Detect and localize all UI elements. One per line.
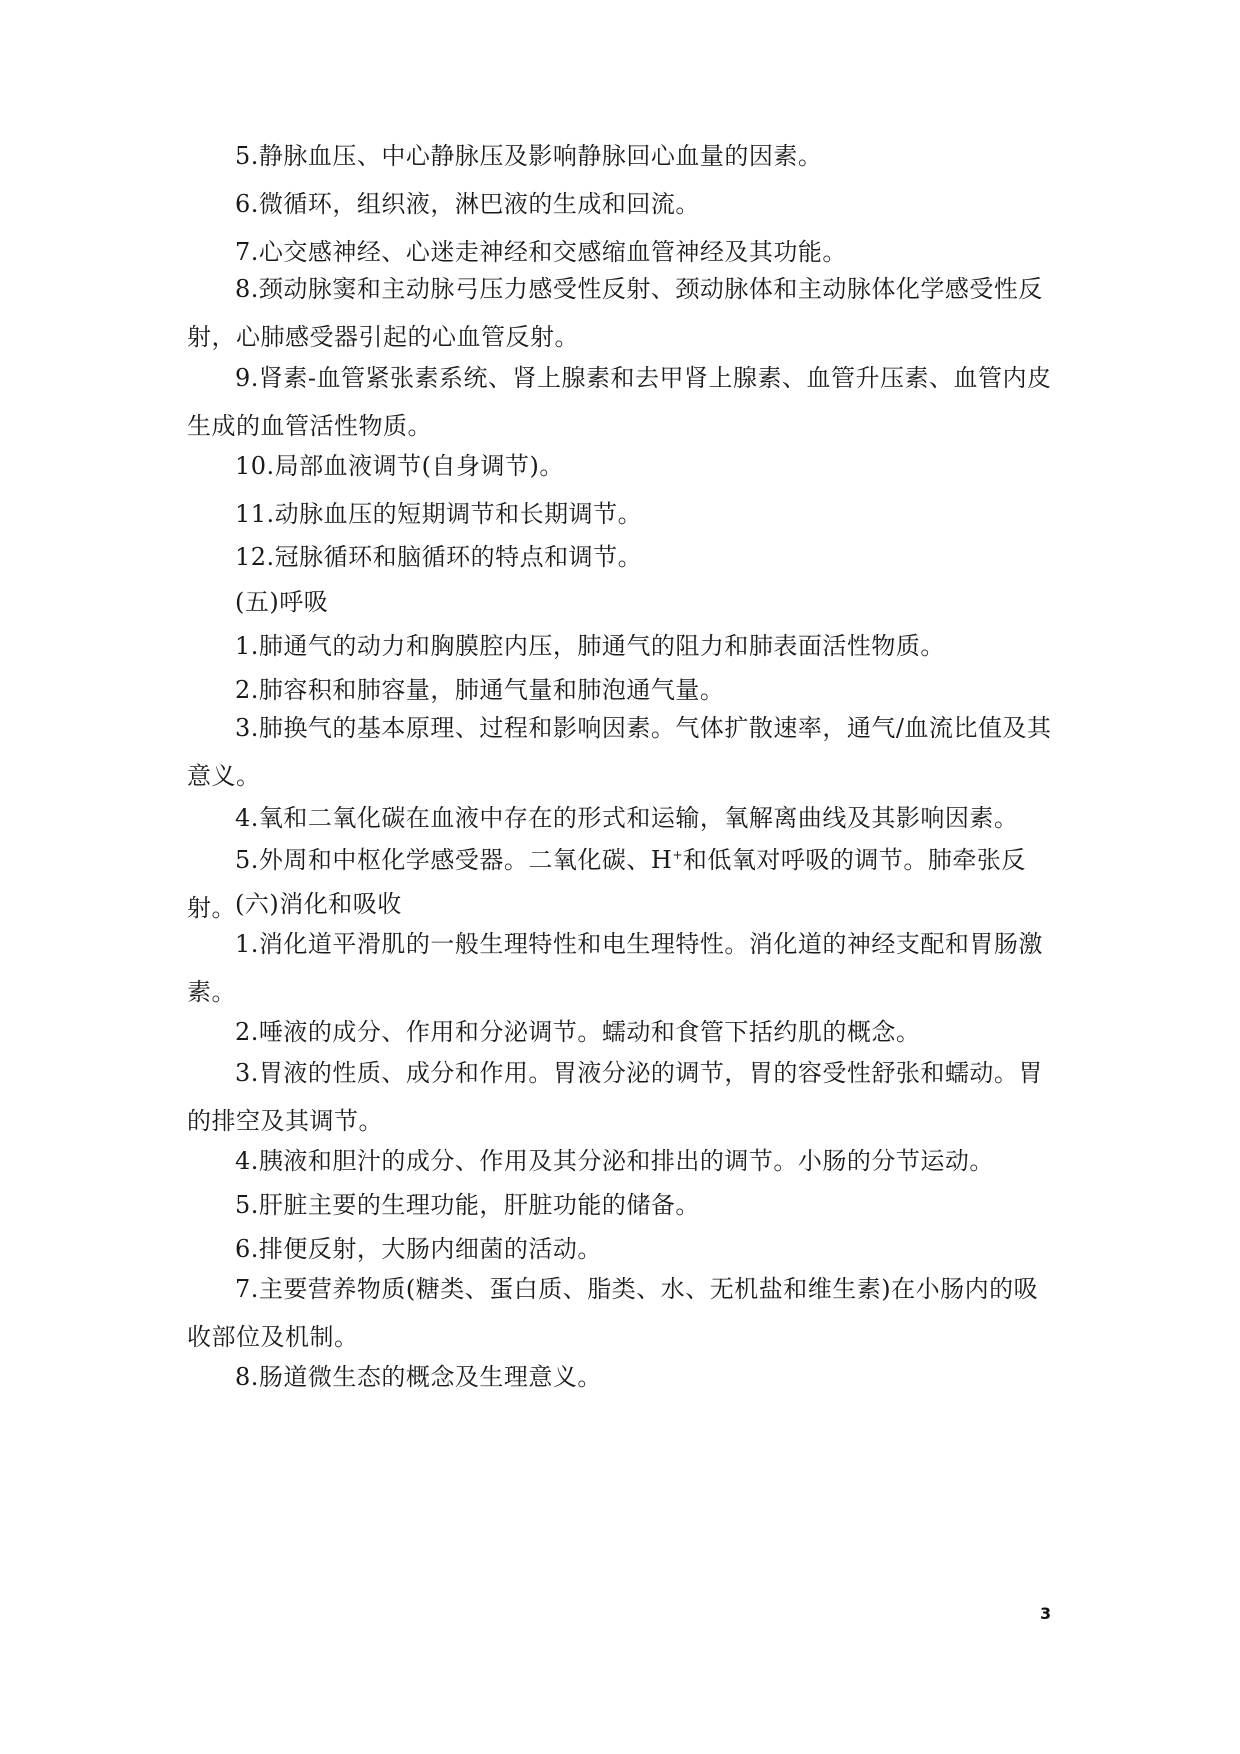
paragraph-item-2-lung-volumes: 2.肺容积和肺容量，肺通气量和肺泡通气量。 xyxy=(235,676,725,704)
paragraph-item-10-local-regulation: 10.局部血液调节(自身调节)。 xyxy=(235,452,564,480)
section-heading-respiration: (五)呼吸 xyxy=(235,588,329,616)
paragraph-item-5-venous-pressure: 5.静脉血压、中心静脉压及影响静脉回心血量的因素。 xyxy=(235,142,823,170)
paragraph-item-11-arterial-pressure-regulation: 11.动脉血压的短期调节和长期调节。 xyxy=(235,500,643,528)
paragraph-item-7-nutrient-absorption: 7.主要营养物质(糖类、蛋白质、脂类、水、无机盐和维生素)在小肠内的吸收部位及机制。 xyxy=(187,1275,1039,1351)
paragraph-item-7-cardiac-nerves: 7.心交感神经、心迷走神经和交感缩血管神经及其功能。 xyxy=(235,238,847,266)
paragraph-item-2-saliva: 2.唾液的成分、作用和分泌调节。蠕动和食管下括约肌的概念。 xyxy=(235,1018,921,1046)
hydrogen-ion-superscript: + xyxy=(672,848,683,862)
paragraph-item-12-coronary-cerebral-circulation: 12.冠脉循环和脑循环的特点和调节。 xyxy=(235,543,643,571)
chemoreceptor-text-before: 5.外周和中枢化学感受器。二氧化碳、H xyxy=(235,846,673,874)
paragraph-item-1-gi-smooth-muscle: 1.消化道平滑肌的一般生理特性和电生理特性。消化道的神经支配和胃肠激素。 xyxy=(187,930,1043,1006)
paragraph-item-3-gastric-juice: 3.胃液的性质、成分和作用。胃液分泌的调节，胃的容受性舒张和蠕动。胃的排空及其调节。 xyxy=(187,1059,1043,1135)
paragraph-item-6-defecation-reflex: 6.排便反射，大肠内细菌的活动。 xyxy=(235,1235,602,1263)
section-heading-digestion-absorption: (六)消化和吸收 xyxy=(235,890,402,918)
paragraph-item-1-pulmonary-ventilation: 1.肺通气的动力和胸膜腔内压，肺通气的阻力和肺表面活性物质。 xyxy=(235,632,945,660)
paragraph-item-3-gas-exchange: 3.肺换气的基本原理、过程和影响因素。气体扩散速率，通气/血流比值及其意义。 xyxy=(187,714,1052,790)
paragraph-item-4-gas-transport: 4.氧和二氧化碳在血液中存在的形式和运输，氧解离曲线及其影响因素。 xyxy=(235,804,1019,832)
paragraph-item-8-baroreceptor-reflex: 8.颈动脉窦和主动脉弓压力感受性反射、颈动脉体和主动脉体化学感受性反射，心肺感受器引起的心血管反射。 xyxy=(187,275,1043,351)
paragraph-item-8-gut-microecology: 8.肠道微生态的概念及生理意义。 xyxy=(235,1363,602,1391)
paragraph-item-5-liver-function: 5.肝脏主要的生理功能，肝脏功能的储备。 xyxy=(235,1191,700,1219)
paragraph-item-6-microcirculation: 6.微循环，组织液，淋巴液的生成和回流。 xyxy=(235,190,700,218)
chemoreceptor-text-after: 和低氧对呼吸的调节。肺牵张反射。 xyxy=(187,846,1026,922)
paragraph-item-9-renin-angiotensin: 9.肾素-血管紧张素系统、肾上腺素和去甲肾上腺素、血管升压素、血管内皮生成的血管活性物质。 xyxy=(187,364,1052,440)
paragraph-item-4-pancreatic-bile: 4.胰液和胆汁的成分、作用及其分泌和排出的调节。小肠的分节运动。 xyxy=(235,1147,994,1175)
page-number: 3 xyxy=(1040,1604,1052,1623)
